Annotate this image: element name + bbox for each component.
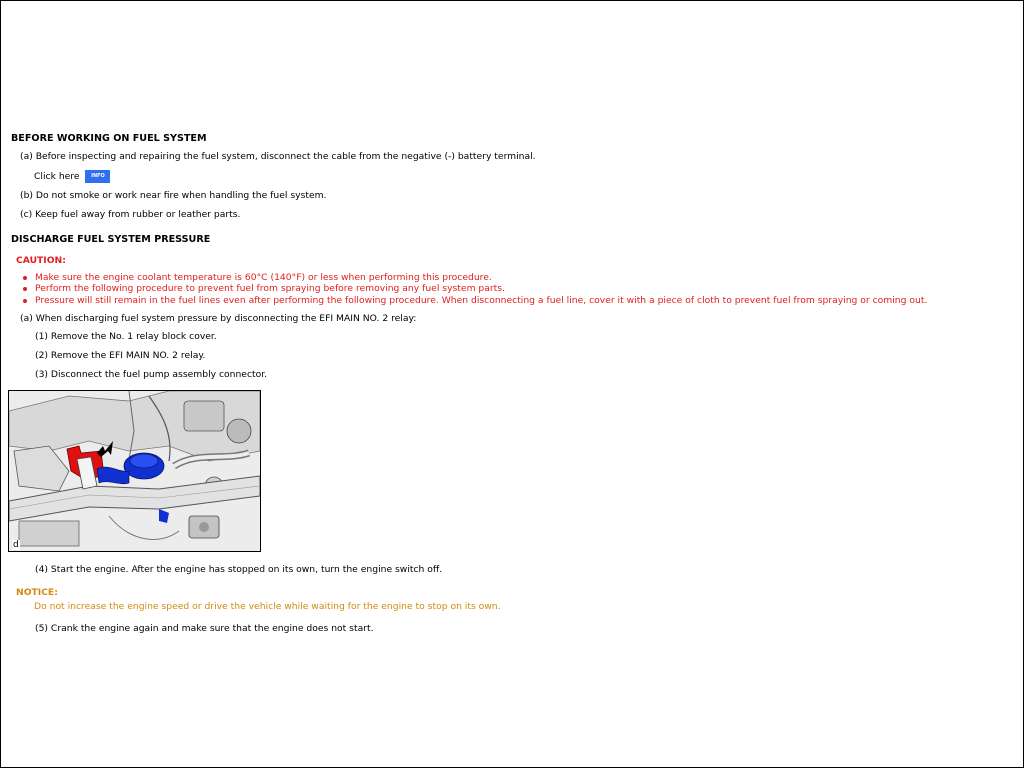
step-a-discharge-relay: (a) When discharging fuel system pressure by disconnecting the EFI MAIN NO. 2 relay:	[20, 313, 417, 324]
engine-bay-illustration	[8, 390, 261, 552]
caution-heading: CAUTION:	[16, 255, 66, 266]
step-a-disconnect-battery: (a) Before inspecting and repairing the fuel system, disconnect the cable from the negative (-) battery terminal.	[20, 151, 536, 162]
section-title-discharge: DISCHARGE FUEL SYSTEM PRESSURE	[11, 234, 211, 245]
step-b-no-smoking: (b) Do not smoke or work near fire when handling the fuel system.	[20, 190, 327, 201]
engine-bay-drawing	[9, 391, 260, 551]
caution-item: Pressure will still remain in the fuel lines even after performing the following procedure. When disconnecting a fuel line, cover it with a piece of cloth to prevent fuel from spraying or coming out.	[35, 294, 928, 306]
step-4-start-engine: (4) Start the engine. After the engine has stopped on its own, turn the engine switch off.	[35, 564, 443, 575]
step-3-disconnect-connector: (3) Disconnect the fuel pump assembly connector.	[35, 369, 268, 380]
step-1-remove-cover: (1) Remove the No. 1 relay block cover.	[35, 331, 217, 342]
step-5-crank-engine: (5) Crank the engine again and make sure that the engine does not start.	[35, 623, 374, 634]
caution-list	[11, 272, 927, 306]
notice-heading: NOTICE:	[16, 587, 58, 598]
step-2-remove-relay: (2) Remove the EFI MAIN NO. 2 relay.	[35, 350, 206, 361]
notice-body: Do not increase the engine speed or drive the vehicle while waiting for the engine to stop on its own.	[34, 601, 501, 612]
click-here-text: Click here	[34, 171, 80, 182]
caution-item: Make sure the engine coolant temperature is 60°C (140°F) or less when performing this procedure.	[35, 272, 927, 283]
caution-item: Perform the following procedure to prevent fuel from spraying before removing any fuel system parts.	[35, 283, 927, 294]
step-c-keep-fuel-away: (c) Keep fuel away from rubber or leather parts.	[20, 209, 241, 220]
section-title-before-working: BEFORE WORKING ON FUEL SYSTEM	[11, 133, 207, 144]
info-button[interactable]: INFO	[85, 170, 110, 183]
figure-label: d	[13, 540, 19, 550]
click-here-row	[34, 170, 110, 183]
